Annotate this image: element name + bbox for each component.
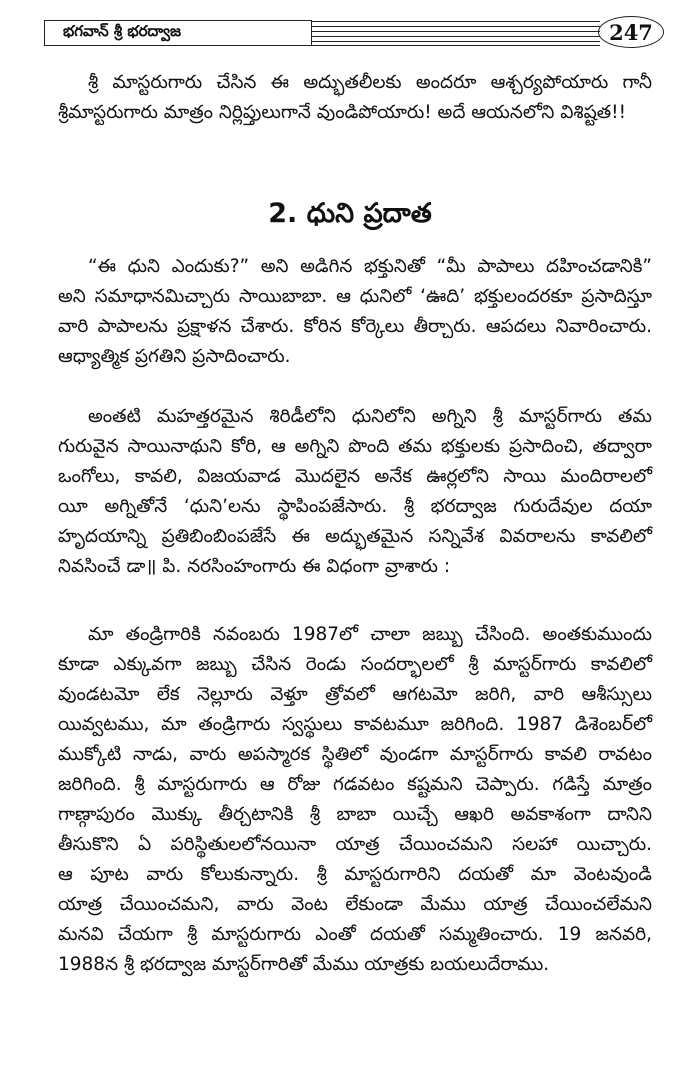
- text-line: కూడా ఎక్కువగా జబ్బు చేసిన రెండు సందర్భాలలో శ్రీ మాస్టర్‌గారు కావలిలో: [58, 654, 652, 675]
- header-rule: [312, 21, 600, 22]
- text-line: గాణ్గాపురం మొక్కు తీర్చటానికి శ్రీ బాబా యిచ్చే ఆఖరి అవకాశంగా దానిని: [58, 804, 652, 825]
- text-line: ఒంగోలు, కావలి, విజయవాడ మొదలైన అనేక ఊర్లలోని సాయి మందిరాలలో: [58, 466, 652, 487]
- text-line: హృదయాన్ని ప్రతిబింబింపజేసే ఈ అద్భుతమైన సన్నివేశ వివరాలను కావలిలో: [58, 526, 652, 547]
- page-number: [598, 16, 664, 48]
- page-number-text: 247: [609, 19, 653, 45]
- paragraph: [58, 402, 652, 582]
- header-rule: [312, 26, 600, 27]
- section-title: 2. ధుని ప్రదాత: [268, 198, 432, 229]
- text-line: మా తండ్రిగారికి నవంబరు 1987లో చాలా జబ్బు చేసింది. అంతకుముందు: [88, 624, 652, 645]
- text-line: “ఈ ధుని ఎందుకు?” అని అడిగిన భక్తునితో “మీ పాపాలు దహించడానికి”: [88, 256, 652, 277]
- running-header: [44, 20, 664, 50]
- text-line: శ్రీ మాస్టరుగారు చేసిన ఈ అద్భుతలీలకు అందరూ ఆశ్చర్యపోయారు గానీ: [88, 72, 652, 93]
- text-line: అంతటి మహత్తరమైన శిరిడీలోని ధునిలోని అగ్నిని శ్రీ మాస్టర్‌గారు తమ: [88, 406, 652, 427]
- intro-paragraph: [58, 68, 652, 128]
- text-line: శ్రీమాస్టరుగారు మాత్రం నిర్లిప్తులుగానే వుండిపోయారు! అదే ఆయనలోని విశిష్టత!!: [58, 102, 627, 123]
- header-rule: [312, 45, 600, 46]
- text-line: యివ్వటము, మా తండ్రిగారు స్వస్థులు కావటమూ జరిగింది. 1987 డిశెంబర్‌లో: [58, 714, 652, 735]
- text-line: గురువైన సాయినాథుని కోరి, ఆ అగ్నిని పొంది తమ భక్తులకు ప్రసాదించి, తద్వారా: [58, 436, 652, 457]
- text-line: మనవి చేయగా శ్రీ మాస్టరుగారు ఎంతో దయతో సమ్మతించారు. 19 జనవరి,: [58, 924, 652, 945]
- running-title: [44, 20, 312, 46]
- header-rule: [312, 31, 600, 32]
- text-line: నివసించే డా॥ పి. నరసింహంగారు ఈ విధంగా వ్రాశారు :: [58, 556, 451, 577]
- text-line: ఆ పూట వారు కోలుకున్నారు. శ్రీ మాస్టరుగారిని దయతో మా వెంటవుండి: [58, 864, 652, 885]
- text-line: అని సమాధానమిచ్చారు సాయిబాబా. ఆ ధునిలో ‘ఊది’ భక్తులందరకూ ప్రసాదిస్తూ: [58, 286, 652, 307]
- header-rule-lines: [312, 20, 600, 46]
- text-line: యాత్ర చేయించమని, వారు వెంట లేకుండా మేము యాత్ర చేయించలేమని: [58, 894, 652, 915]
- header-rule: [312, 41, 600, 42]
- text-line: వారి పాపాలను ప్రక్షాళన చేశారు. కోరిన కోర్కెలు తీర్చారు. ఆపదలు నివారించారు.: [58, 316, 652, 337]
- text-line: ఆధ్యాత్మిక ప్రగతిని ప్రసాదించారు.: [58, 346, 291, 367]
- text-line: తీసుకొని ఏ పరిస్థితులలోనయినా యాత్ర చేయించమని సలహా యిచ్చారు.: [58, 834, 652, 855]
- text-line: జరిగింది. శ్రీ మాస్టరుగారు ఆ రోజు గడవటం కష్టమని చెప్పారు. గడిస్తే మాత్రం: [58, 774, 652, 795]
- paragraph: [58, 620, 652, 980]
- header-rule: [312, 36, 600, 37]
- text-line: 1988న శ్రీ భరద్వాజ మాస్టర్‌గారితో మేము యాత్రకు బయలుదేరాము.: [58, 954, 550, 975]
- paragraph: [58, 252, 652, 372]
- text-line: వుండటమో లేక నెల్లూరు వెళ్తూ త్రోవలో ఆగటమో జరిగి, వారి ఆశీస్సులు: [58, 684, 652, 705]
- text-line: యీ అగ్నితోనే ‘ధుని’లను స్థాపింపజేసారు. శ్రీ భరద్వాజ గురుదేవుల దయా: [58, 496, 652, 517]
- running-title-text: భగవాన్ శ్రీ భరద్వాజ: [63, 22, 181, 40]
- text-line: ముక్కోటి నాడు, వారు అపస్మారక స్థితిలో వుండగా మాస్టర్‌గారు కావలి రావటం: [58, 744, 652, 765]
